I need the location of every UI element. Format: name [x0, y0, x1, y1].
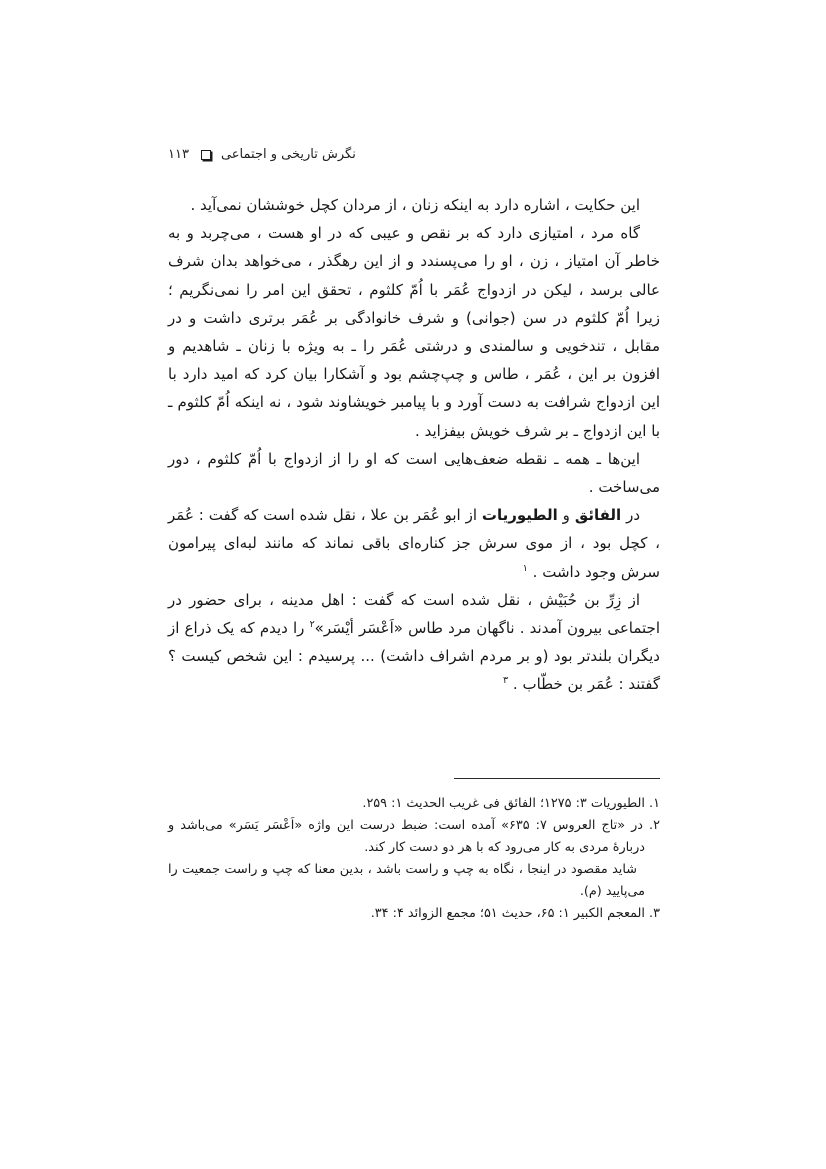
- footnote-3: ۳. المعجم الکبیر ۱: ۶۵، حدیث ۵۱؛ مجمع الزوائد ۴: ۳۴.: [370, 906, 660, 921]
- text-run: از زِرِّ بن حُبَیْش ، نقل شده است که گفت : اهل مدینه ، برای حضور در اجتماعی بیرون آمدند . ناگهان مرد طاس «اَعْسَر أیْسَر»: [168, 590, 660, 638]
- paragraph-1: این حکایت ، اشاره دارد به اینکه زنان ، از مردان کچل خوششان نمی‌آید .: [190, 196, 640, 214]
- footnote-2: ۲. در «تاج العروس ۷: ۶۳۵» آمده است: ضبط درست این واژه «اَعْسَر یَسَر» می‌باشد و دربارهٔ مردی به کار می‌رود که با هر دو دست کار کند.: [168, 818, 660, 855]
- body-text: [168, 191, 660, 699]
- running-head: [168, 147, 356, 162]
- text-run: و: [557, 506, 575, 525]
- text-run: از ابو عُمَر بن علا ، نقل شده است که گفت : عُمَر ، کچل بود ، از موی سرش جز کناره‌ای باقی نماند که مانند لبه‌ای پیرامون سرش وجود داشت .: [168, 506, 660, 581]
- footnote-separator: [454, 778, 660, 779]
- page-number: ۱۱۳: [168, 147, 189, 162]
- square-bullet-icon: [201, 150, 211, 160]
- footnote-ref-1: ۱: [522, 562, 528, 574]
- paragraph-5: [168, 586, 660, 699]
- text-run: در: [621, 506, 641, 525]
- book-title-alfaiq: الفائق: [574, 506, 622, 525]
- footnote-ref-3: ۳: [503, 675, 509, 687]
- paragraph-3: این‌ها ـ همه ـ نقطه ضعف‌هایی است که او را از ازدواج با اُمّ کلثوم ، دور می‌ساخت .: [168, 449, 660, 497]
- footnote-1: ۱. الطیوریات ۳: ۱۲۷۵؛ الفائق فی غریب الحدیث ۱: ۲۵۹.: [362, 796, 660, 811]
- footnote-2-continuation: شاید مقصود در اینجا ، نگاه به چپ و راست باشد ، بدین معنا که چپ و راست جمعیت را می‌پایید (م).: [168, 862, 645, 899]
- text-run: را دیدم که یک ذراع از دیگران بلندتر بود (و بر مردم اشراف داشت) ... پرسیدم : این شخص کیست ؟ گفتند : عُمَر بن خطّاب .: [168, 619, 660, 694]
- book-title-tuyuriyat: الطیوریات: [481, 506, 558, 525]
- paragraph-4: [168, 501, 660, 586]
- paragraph-2: گاه مرد ، امتیازی دارد که بر نقص و عیبی که در او هست ، می‌چربد و به خاطر آن امتیاز ، زن ، او را می‌پسندد و از این رهگذر ، می‌خواهد بدان شرف عالی برسد ، لیکن در ازدواج عُمَر با اُمّ کلثوم ، تحقق این امر را نمی‌نگریم ؛ زیرا اُمّ کلثوم در سن (جوانی) و شرف خانوادگی بر عُمَر برتری داشت و در مقابل ، تندخویی و سالمندی و درشتی عُمَر را ـ به ویژه با زنان ـ شاهدیم و افزون بر این ، عُمَر ، طاس و چپ‌چشم بود و آشکارا بیان کرد که امید دارد با این ازدواج شرافت به دست آورد و با پیامبر خویشاوند شود ، نه اینکه اُمّ کلثوم ـ با این ازدواج ـ بر شرف خویش بیفزاید .: [168, 224, 660, 440]
- footnote-ref-2: ۲: [309, 619, 315, 631]
- footnotes-section: [168, 778, 660, 925]
- running-head-title: نگرش تاریخی و اجتماعی: [220, 147, 356, 162]
